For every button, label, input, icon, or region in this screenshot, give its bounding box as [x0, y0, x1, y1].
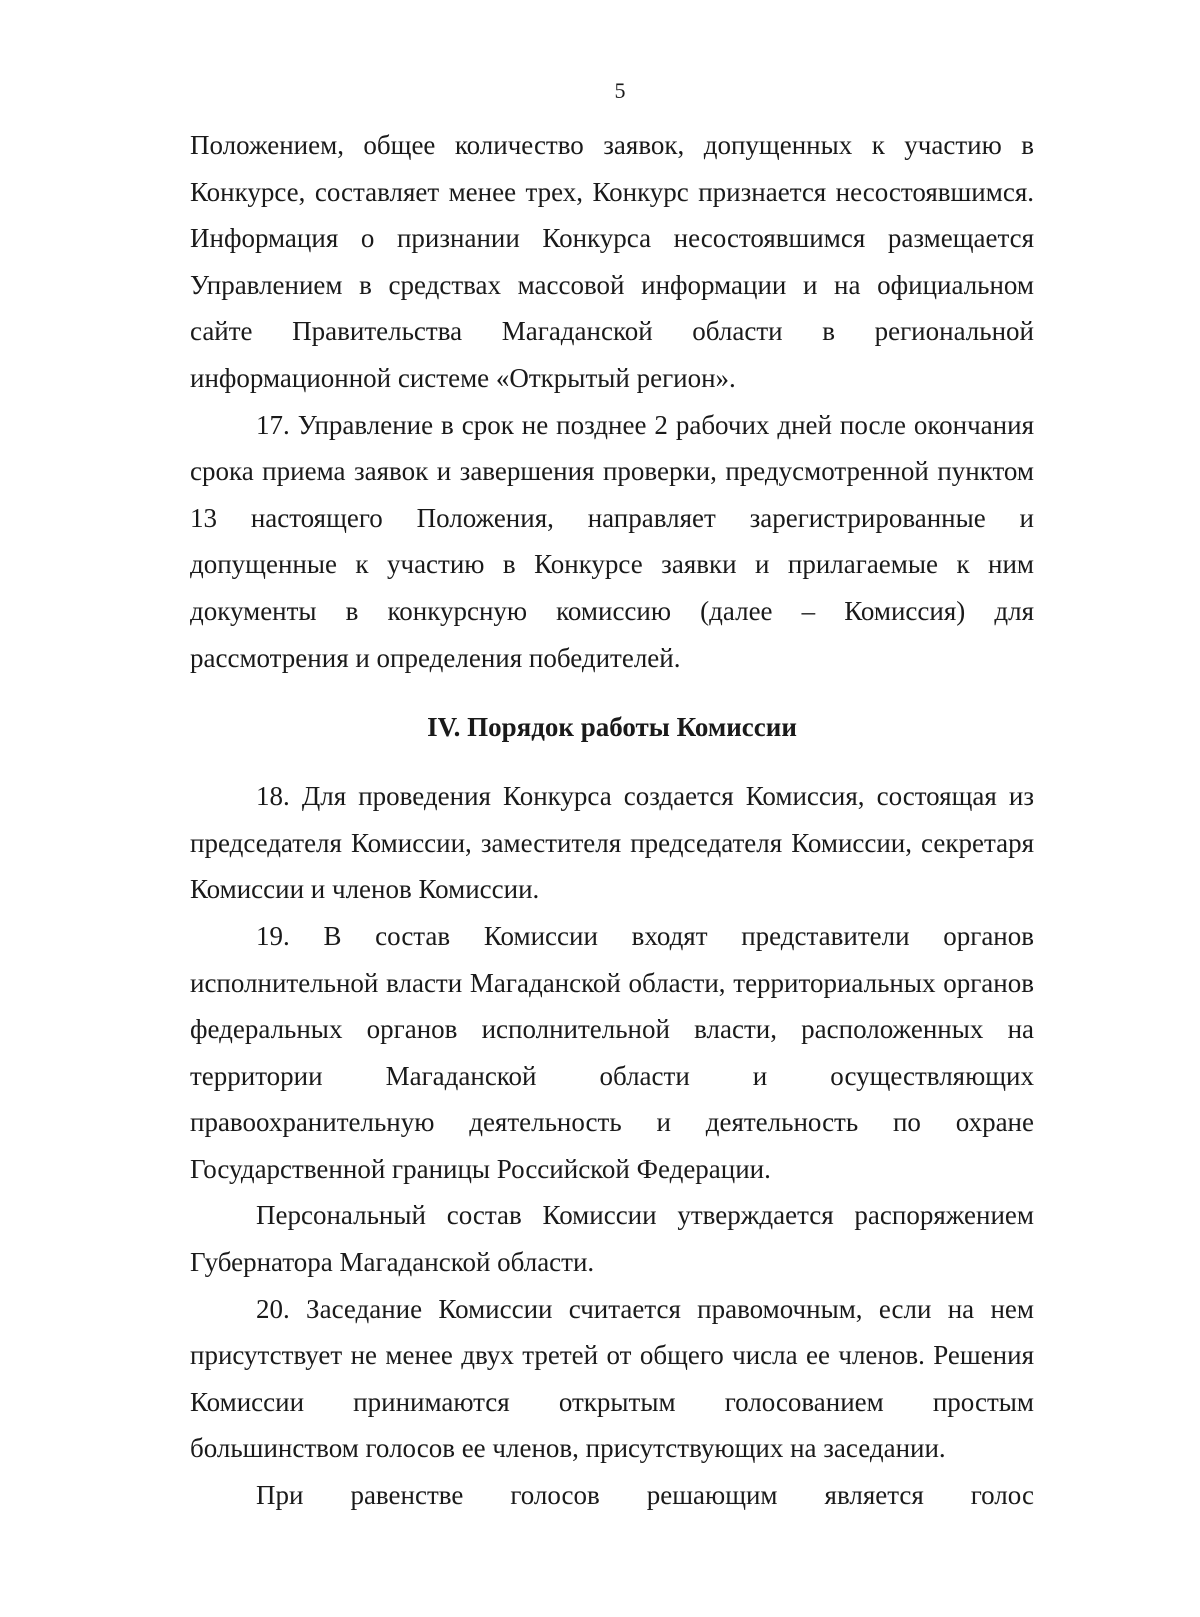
word: голос — [970, 1480, 1034, 1511]
document-body — [190, 122, 1034, 1519]
section-heading: IV. Порядок работы Комиссии — [427, 712, 797, 743]
paragraph-20: 20. Заседание Комиссии считается правомочным, если на нем присутствует не менее двух третей от общего числа ее членов. Решения Комиссии принимаются открытым голосованием простым большинством голосов ее членов, присутствующих на заседании. — [190, 1293, 1034, 1464]
word: равенстве — [350, 1480, 464, 1511]
word: При — [256, 1480, 304, 1511]
paragraph-16-continuation: Положением, общее количество заявок, допущенных к участию в Конкурсе, составляет менее трех, Конкурс признается несостоявшимся. Информация о признании Конкурса несостоявшимся размещается Управлением в средствах массовой информации и на официальном сайте Правительства Магаданской области в региональной информационной системе «Открытый регион». — [190, 130, 1034, 393]
word: голосов — [510, 1480, 600, 1511]
page-number: 5 — [614, 78, 626, 103]
paragraph-17: 17. Управление в срок не позднее 2 рабочих дней после окончания срока приема заявок и завершения проверки, предусмотренной пунктом 13 настоящего Положения, направляет зарегистрированные и допущенные к участию в Конкурсе заявки и прилагаемые к ним документы в конкурсную комиссию (далее – Комиссия) для рассмотрения и определения победителей. — [190, 409, 1034, 673]
paragraph-18: 18. Для проведения Конкурса создается Комиссия, состоящая из председателя Комиссии, заместителя председателя Комиссии, секретаря Комиссии и членов Комиссии. — [190, 781, 1034, 905]
paragraph-19: 19. В состав Комиссии входят представители органов исполнительной власти Магаданской области, территориальных органов федеральных органов исполнительной власти, расположенных на территории Магаданской области и осуществляющих правоохранительную деятельность и деятельность по охране Государственной границы Российской Федерации. — [190, 920, 1034, 1184]
word: является — [824, 1480, 924, 1511]
paragraph-20-continuation — [190, 1472, 1034, 1519]
paragraph-19-composition: Персональный состав Комиссии утверждается распоряжением Губернатора Магаданской области. — [190, 1200, 1034, 1278]
word: решающим — [646, 1480, 778, 1511]
